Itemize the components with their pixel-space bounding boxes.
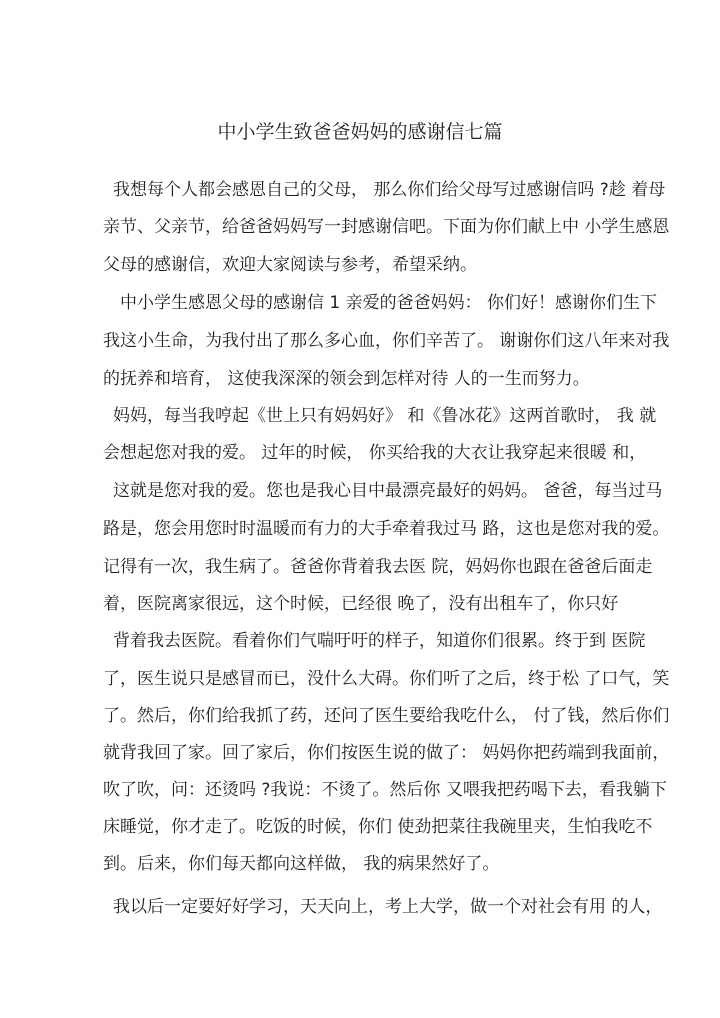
paragraph-line: 记得有一次，我生病了。爸爸你背着我去医 院，妈妈你也跟在爸爸后面走 — [103, 557, 653, 577]
paragraph-line: 的抚养和培育， 这使我深深的领会到怎样对待 人的一生而努力。 — [103, 369, 590, 389]
paragraph-line: 中小学生感恩父母的感谢信 1 亲爱的爸爸妈妈： 你们好！感谢你们生下 — [120, 293, 658, 313]
paragraph-line: 会想起您对我的爱。 过年的时候， 你买给我的大衣让我穿起来很暖 和， — [103, 443, 647, 463]
paragraph-line: 我以后一定要好好学习，天天向上，考上大学，做一个对社会有用 的人， — [113, 897, 663, 917]
paragraph-line: 了，医生说只是感冒而已，没什么大碍。你们听了之后，终于松 了口气，笑 — [103, 669, 670, 689]
paragraph-line: 着，医院离家很远，这个时候，已经很 晚了，没有出租车了，你只好 — [103, 594, 619, 614]
paragraph-line: 我这小生命，为我付出了那么多心血，你们辛苦了。 谢谢你们这八年来对我 — [103, 331, 670, 351]
paragraph-line: 了。然后，你们给我抓了药，还问了医生要给我吃什么， 付了钱，然后你们 — [103, 706, 670, 726]
paragraph-line: 就背我回了家。回了家后，你们按医生说的做了： 妈妈你把药端到我面前， — [103, 743, 670, 763]
document-title: 中小学生致爸爸妈妈的感谢信七篇 — [217, 121, 503, 143]
paragraph-line: 这就是您对我的爱。您也是我心目中最漂亮最好的妈妈。 爸爸，每当过马 — [113, 481, 663, 501]
paragraph-line: 床睡觉，你才走了。吃饭的时候，你们 使劲把菜往我碗里夹，生怕我吃不 — [103, 817, 653, 837]
paragraph-line: 路是，您会用您时时温暖而有力的大手牵着我过马 路，这也是您对我的爱。 — [103, 519, 670, 539]
paragraph-line: 背着我去医院。看着你们气喘吁吁的样子，知道你们很累。终于到 医院 — [113, 631, 646, 651]
paragraph-line: 父母的感谢信，欢迎大家阅读与参考，希望采纳。 — [103, 255, 477, 275]
paragraph-line: 亲节、父亲节，给爸爸妈妈写一封感谢信吧。下面为你们献上中 小学生感恩 — [103, 217, 670, 237]
paragraph-line: 吹了吹，问：还烫吗 ?我说：不烫了。然后你 又喂我把药喝下去，看我躺下 — [103, 780, 667, 800]
paragraph-line: 妈妈，每当我哼起《世上只有妈妈好》 和《鲁冰花》这两首歌时， 我 就 — [113, 406, 657, 426]
paragraph-line: 到。后来，你们每天都向这样做， 我的病果然好了。 — [103, 854, 500, 874]
paragraph-line: 我想每个人都会感恩自己的父母， 那么你们给父母写过感谢信吗 ?趁 着母 — [113, 180, 666, 200]
